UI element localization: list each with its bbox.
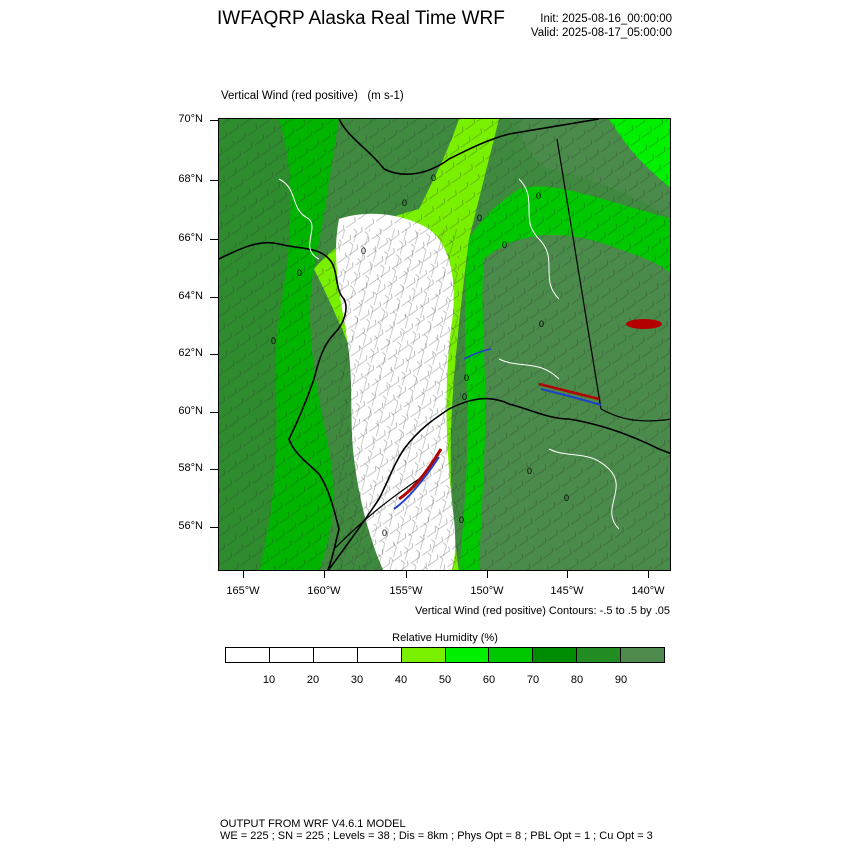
contour-label: 0	[564, 493, 570, 503]
map-panel	[218, 118, 671, 571]
lon-tick	[567, 571, 568, 578]
field-vertical-wind: Vertical Wind (red positive) (m s-1)	[221, 90, 404, 102]
legend-tick: 90	[614, 674, 628, 686]
contour-label: 0	[464, 373, 470, 383]
lon-label: 140°W	[631, 585, 665, 597]
legend-box	[358, 648, 402, 662]
lon-label: 160°W	[307, 585, 341, 597]
lat-tick	[210, 412, 218, 413]
legend-box	[621, 648, 664, 662]
footer-model: OUTPUT FROM WRF V4.6.1 MODEL	[220, 818, 406, 830]
lat-tick	[210, 180, 218, 181]
contour-label: 0	[402, 198, 408, 208]
contour-label: 0	[502, 240, 508, 250]
contour-label: 0	[431, 173, 437, 183]
lat-label: 64°N	[178, 290, 203, 302]
legend-tick: 30	[350, 674, 364, 686]
contour-label: 0	[462, 392, 468, 402]
legend-box	[270, 648, 314, 662]
legend-tick: 20	[306, 674, 320, 686]
lat-label: 56°N	[178, 520, 203, 532]
legend-box	[446, 648, 490, 662]
map-svg	[219, 119, 671, 571]
contour-label: 0	[536, 191, 542, 201]
legend-tick: 50	[438, 674, 452, 686]
lon-tick	[648, 571, 649, 578]
lat-label: 58°N	[178, 462, 203, 474]
lat-tick	[210, 120, 218, 121]
wind-barbs-gulf	[339, 229, 459, 571]
legend-tick: 80	[570, 674, 584, 686]
lat-label: 70°N	[178, 113, 203, 125]
contour-label: 0	[297, 268, 303, 278]
lat-label: 62°N	[178, 347, 203, 359]
contour-label: 0	[459, 515, 465, 525]
legend-box	[402, 648, 446, 662]
lat-label: 60°N	[178, 405, 203, 417]
lat-tick	[210, 297, 218, 298]
contour-label: 0	[382, 528, 388, 538]
lat-tick	[210, 469, 218, 470]
lat-tick	[210, 527, 218, 528]
legend-box	[577, 648, 621, 662]
valid-time: Valid: 2025-08-17_05:00:00	[530, 27, 672, 39]
lon-tick	[243, 571, 244, 578]
updraft-cell	[626, 319, 662, 329]
init-time: Init: 2025-08-16_00:00:00	[540, 13, 672, 25]
legend-tick: 10	[262, 674, 276, 686]
lat-tick	[210, 354, 218, 355]
lon-tick	[324, 571, 325, 578]
contour-label: 0	[527, 466, 533, 476]
contour-note: Vertical Wind (red positive) Contours: -.5 to .5 by .05	[415, 605, 670, 617]
footer-config: WE = 225 ; SN = 225 ; Levels = 38 ; Dis = 8km ; Phys Opt = 8 ; PBL Opt = 1 ; Cu Opt = 3	[220, 830, 653, 842]
legend-colorbar	[225, 647, 665, 663]
legend-tick: 40	[394, 674, 408, 686]
legend-box	[314, 648, 358, 662]
lat-label: 66°N	[178, 232, 203, 244]
contour-label: 0	[271, 336, 277, 346]
contour-label: 0	[477, 213, 483, 223]
legend-tick: 60	[482, 674, 496, 686]
plot-title: IWFAQRP Alaska Real Time WRF	[217, 8, 505, 29]
legend-box	[489, 648, 533, 662]
lon-label: 145°W	[550, 585, 584, 597]
legend-tick: 70	[526, 674, 540, 686]
legend-box	[533, 648, 577, 662]
lon-label: 155°W	[389, 585, 423, 597]
lat-label: 68°N	[178, 173, 203, 185]
lon-tick	[406, 571, 407, 578]
legend-title: Relative Humidity (%)	[392, 632, 498, 644]
contour-label: 0	[361, 246, 367, 256]
lon-tick	[487, 571, 488, 578]
lat-tick	[210, 239, 218, 240]
legend-box	[226, 648, 270, 662]
lon-label: 150°W	[470, 585, 504, 597]
contour-label: 0	[539, 319, 545, 329]
model-footer	[220, 818, 653, 842]
time-block	[470, 12, 672, 40]
lon-label: 165°W	[226, 585, 260, 597]
